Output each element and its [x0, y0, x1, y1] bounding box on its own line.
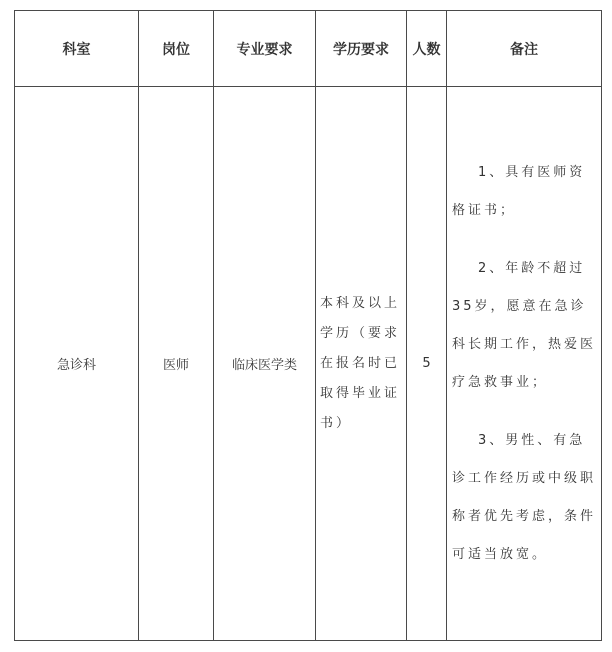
cell-major: 临床医学类 [214, 87, 316, 641]
note-item-1: 1、具有医师资格证书； [452, 164, 586, 218]
header-education: 学历要求 [316, 11, 407, 87]
cell-education [316, 87, 407, 641]
cell-notes [447, 87, 602, 641]
header-department: 科室 [15, 11, 139, 87]
education-requirement-text: 本科及以上学历（要求在报名时已取得毕业证书） [320, 295, 401, 431]
table-row [15, 87, 602, 641]
cell-count: 5 [407, 87, 447, 641]
note-item-3: 3、男性、有急诊工作经历或中级职称者优先考虑，条件可适当放宽。 [452, 432, 597, 562]
note-item-2: 2、年龄不超过35岁，愿意在急诊科长期工作，热爱医疗急救事业； [452, 260, 597, 390]
header-notes: 备注 [447, 11, 602, 87]
header-position: 岗位 [139, 11, 214, 87]
header-count: 人数 [407, 11, 447, 87]
recruitment-table [14, 10, 602, 641]
header-row [15, 11, 602, 87]
cell-department: 急诊科 [15, 87, 139, 641]
cell-position: 医师 [139, 87, 214, 641]
header-major: 专业要求 [214, 11, 316, 87]
notes-list [452, 154, 596, 574]
